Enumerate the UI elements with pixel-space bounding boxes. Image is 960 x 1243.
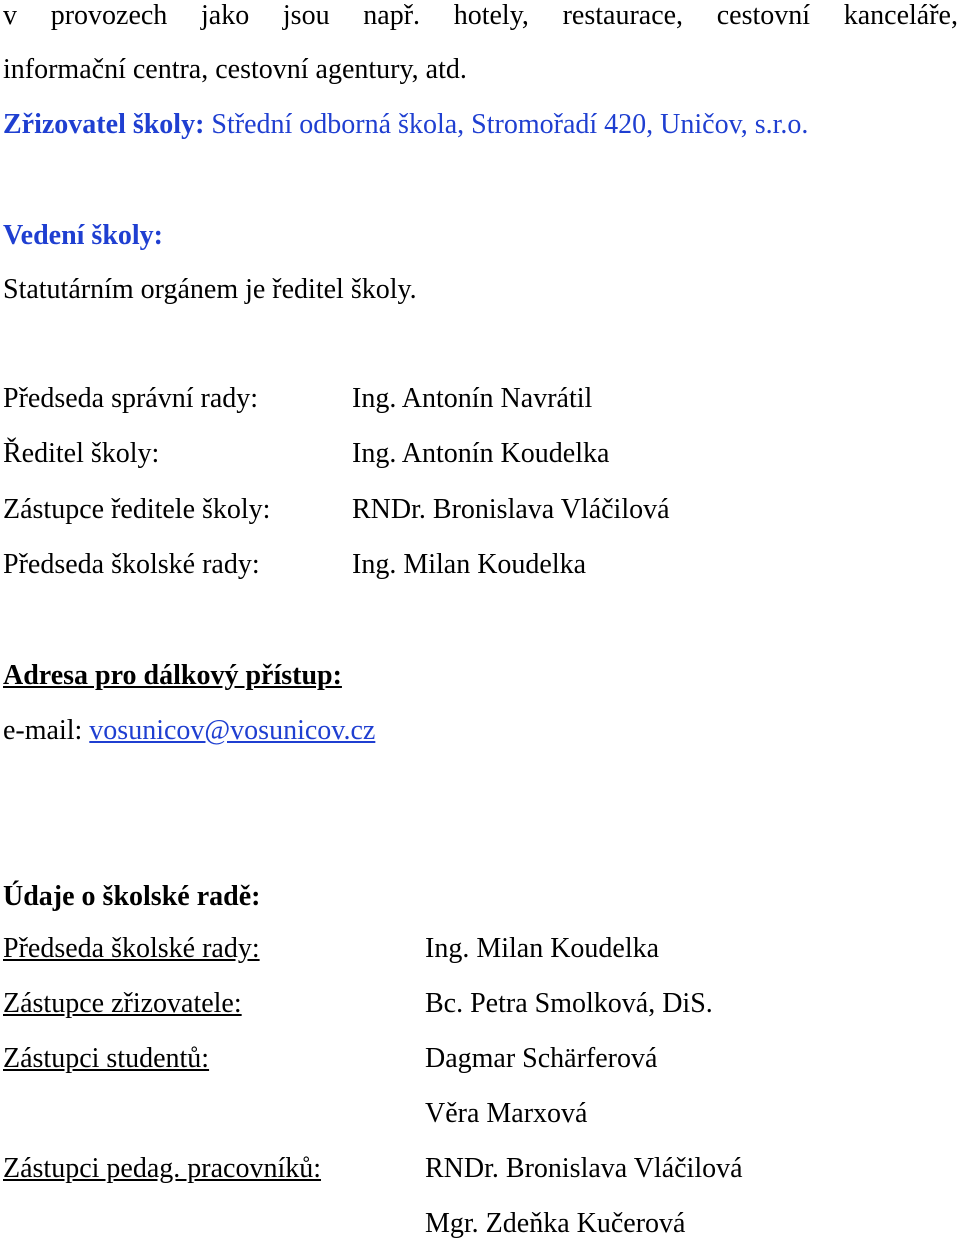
email-link[interactable]: vosunicov@vosunicov.cz: [89, 715, 376, 746]
founder-line: [3, 109, 808, 141]
council-name-3: Věra Marxová: [425, 1098, 588, 1129]
board-role-3: Předseda školské rady:: [3, 549, 260, 580]
council-name-2: Dagmar Schärferová: [425, 1043, 658, 1074]
council-heading: Údaje o školské radě:: [3, 881, 261, 912]
council-role-2: Zástupci studentů:: [3, 1043, 210, 1074]
board-name-1: Ing. Antonín Koudelka: [352, 438, 610, 469]
board-role-1: Ředitel školy:: [3, 438, 160, 469]
council-name-1: Bc. Petra Smolková, DiS.: [425, 988, 713, 1019]
founder-label: Zřizovatel školy:: [3, 109, 205, 140]
board-name-0: Ing. Antonín Navrátil: [352, 383, 593, 414]
council-role-1: Zástupce zřizovatele:: [3, 988, 242, 1019]
council-name-0: Ing. Milan Koudelka: [425, 933, 660, 964]
management-text: Statutárním orgánem je ředitel školy.: [3, 274, 417, 305]
remote-access-heading: Adresa pro dálkový přístup:: [3, 660, 342, 691]
board-name-2: RNDr. Bronislava Vláčilová: [352, 494, 670, 525]
council-role-0: Předseda školské rady:: [3, 933, 260, 964]
council-name-4: RNDr. Bronislava Vláčilová: [425, 1153, 743, 1184]
intro-line-2: informační centra, cestovní agentury, atd.: [3, 54, 467, 85]
board-role-2: Zástupce ředitele školy:: [3, 494, 271, 525]
founder-value: Střední odborná škola, Stromořadí 420, Uničov, s.r.o.: [211, 109, 809, 140]
email-label: e-mail:: [3, 715, 83, 746]
intro-line-1: v provozech jako jsou např. hotely, restaurace, cestovní kanceláře,: [3, 0, 958, 31]
council-name-5: Mgr. Zdeňka Kučerová: [425, 1208, 686, 1239]
board-name-3: Ing. Milan Koudelka: [352, 549, 587, 580]
council-role-4: Zástupci pedag. pracovníků:: [3, 1153, 322, 1184]
board-role-0: Předseda správní rady:: [3, 383, 259, 414]
email-line: [3, 715, 375, 747]
management-heading: Vedení školy:: [3, 220, 164, 251]
